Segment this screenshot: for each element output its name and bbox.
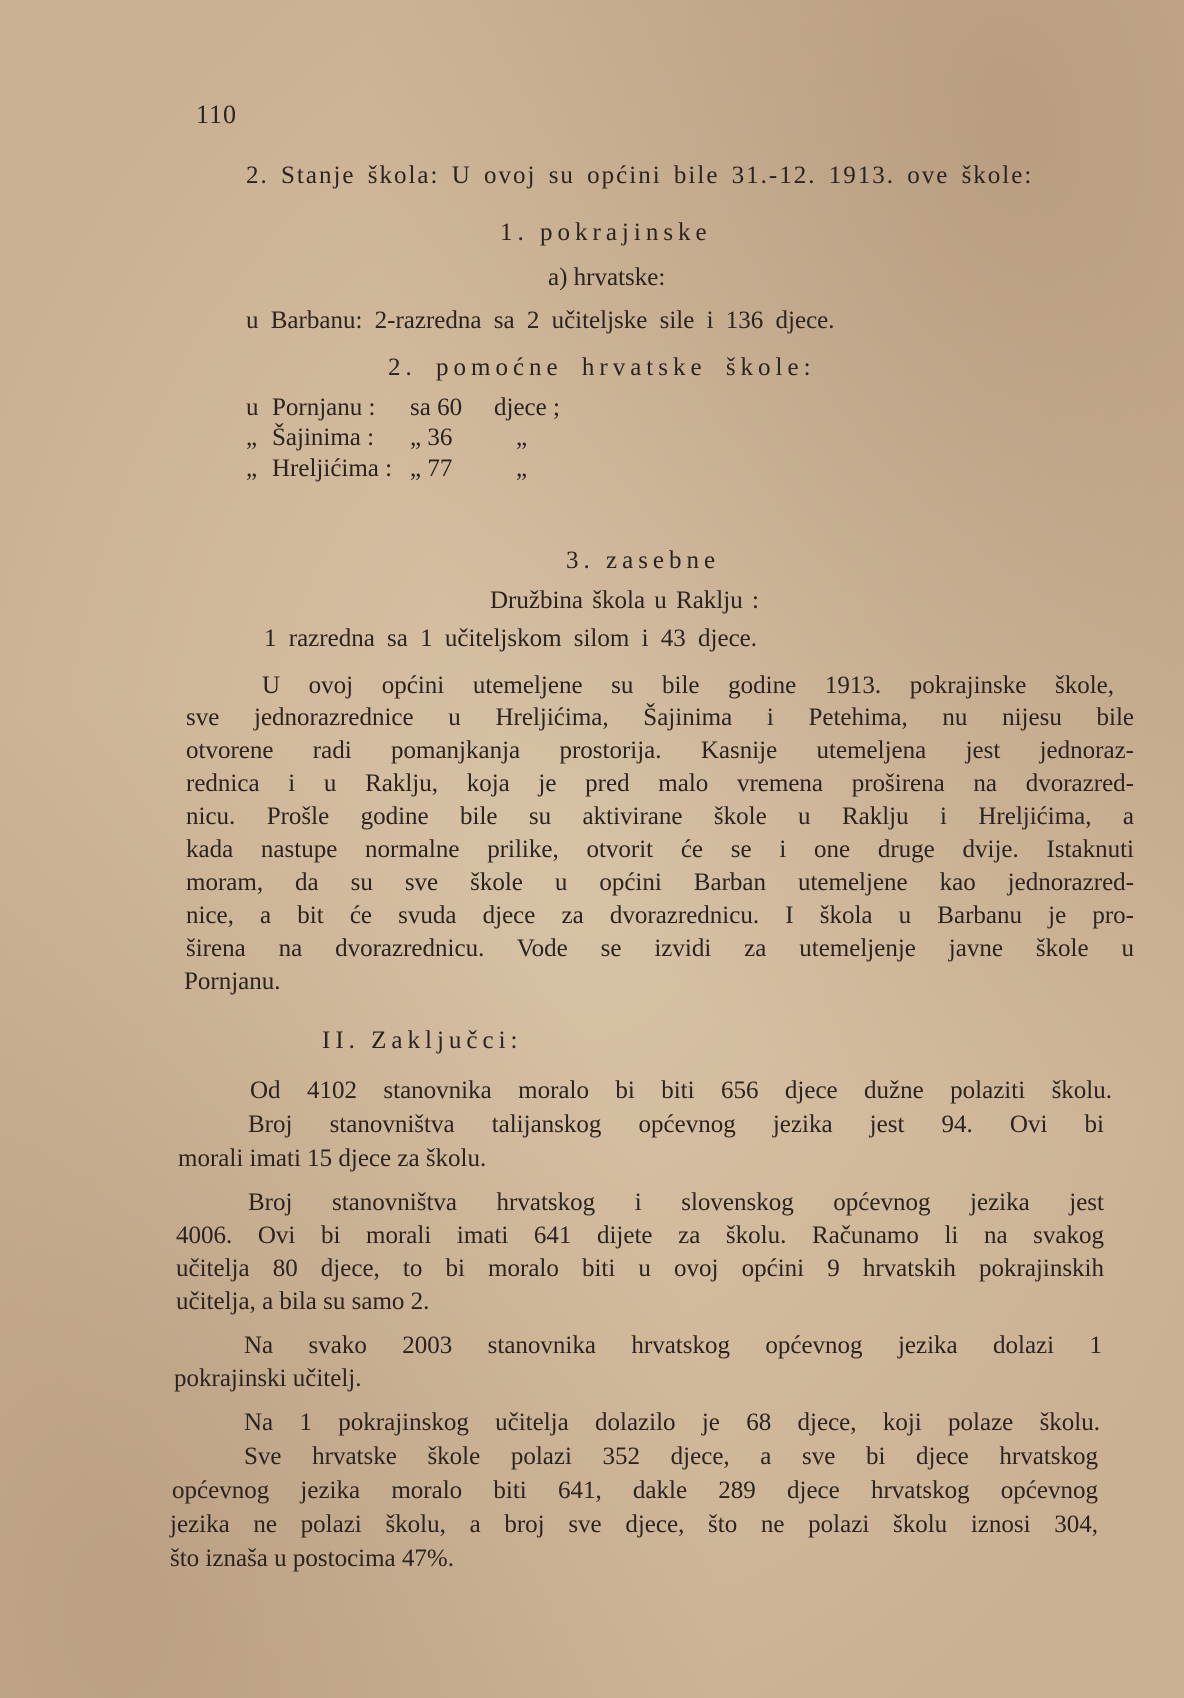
conclusion-line: Na 1 pokrajinskog učitelja dolazilo je 68 djece, koji polaze školu. xyxy=(244,1409,1100,1436)
section1-line: u Barbanu: 2-razredna sa 2 učiteljske sile i 136 djece. xyxy=(246,307,835,334)
page-number: 110 xyxy=(196,100,238,129)
conclusion-line: pokrajinski učitelj. xyxy=(174,1365,362,1392)
paragraph-line: nicu. Prošle godine bile su aktivirane škole u Raklju i Hreljićima, a xyxy=(186,803,1134,830)
paragraph-line: širena na dvorazrednicu. Vode se izvidi za utemeljenje javne škole u xyxy=(186,935,1134,962)
conclusion-line: učitelja, a bila su samo 2. xyxy=(176,1288,430,1315)
paragraph-line: otvorene radi pomanjkanja prostorija. Kasnije utemeljena jest jednoraz- xyxy=(186,737,1134,764)
conclusion-line: Sve hrvatske škole polazi 352 djece, a sve bi djece hrvatskog xyxy=(244,1443,1098,1470)
row-prefix: „ xyxy=(246,455,258,482)
conclusion-line: morali imati 15 djece za školu. xyxy=(178,1145,487,1172)
conclusion-line: što iznaša u postocima 47%. xyxy=(170,1545,454,1572)
conclusions-title: II. Zaključci: xyxy=(322,1027,523,1054)
section3-title: 3. zasebne xyxy=(566,547,721,574)
section-heading: 2. Stanje škola: U ovoj su općini bile 31.-12. 1913. ove škole: xyxy=(246,162,1034,189)
paragraph-line: U ovoj općini utemeljene su bile godine 1913. pokrajinske škole, xyxy=(262,672,1114,699)
section3-subtitle: Družbina škola u Raklju : xyxy=(490,587,759,614)
paragraph-line: rednica i u Raklju, koja je pred malo vremena proširena na dvorazred- xyxy=(186,770,1134,797)
section3-line: 1 razredna sa 1 učiteljskom silom i 43 djece. xyxy=(264,625,758,652)
row-place: Hreljićima : xyxy=(272,455,393,482)
paragraph-line: moram, da su sve škole u općini Barban utemeljene kao jednorazred- xyxy=(186,869,1134,896)
conclusion-line: jezika ne polazi školu, a broj sve djece, što ne polazi školu iznosi 304, xyxy=(170,1511,1098,1538)
section1-title: 1. pokrajinske xyxy=(500,219,712,246)
row-unit: „ xyxy=(516,424,528,451)
conclusion-line: općevnog jezika moralo biti 641, dakle 289 djece hrvatskog općevnog xyxy=(172,1477,1098,1504)
conclusion-line: učitelja 80 djece, to bi moralo biti u ovoj općini 9 hrvatskih pokrajinskih xyxy=(176,1255,1104,1282)
paragraph-line: sve jednorazrednice u Hreljićima, Šajinima i Petehima, nu nijesu bile xyxy=(186,704,1134,731)
row-place: Pornjanu : xyxy=(272,394,376,421)
row-quantity: „ 77 xyxy=(410,455,453,482)
row-prefix: u xyxy=(246,394,259,421)
row-place: Šajinima : xyxy=(272,424,375,451)
paragraph-line: kada nastupe normalne prilike, otvorit će se i one druge dvije. Istaknuti xyxy=(186,836,1134,863)
row-quantity: sa 60 xyxy=(410,394,463,421)
row-quantity: „ 36 xyxy=(410,424,453,451)
paragraph-line: nice, a bit će svuda djece za dvorazrednicu. I škola u Barbanu je pro- xyxy=(186,902,1134,929)
row-unit: „ xyxy=(516,455,528,482)
row-prefix: „ xyxy=(246,424,258,451)
conclusion-line: Od 4102 stanovnika moralo bi biti 656 djece dužne polaziti školu. xyxy=(250,1077,1112,1104)
conclusion-line: Broj stanovništva hrvatskog i slovenskog općevnog jezika jest xyxy=(248,1189,1104,1216)
conclusion-line: Broj stanovništva talijanskog općevnog jezika jest 94. Ovi bi xyxy=(248,1111,1104,1138)
section2-title: 2. pomoćne hrvatske škole: xyxy=(388,354,816,381)
section1-subtitle: a) hrvatske: xyxy=(548,264,666,291)
conclusion-line: 4006. Ovi bi morali imati 641 dijete za školu. Računamo li na svakog xyxy=(176,1222,1104,1249)
conclusion-line: Na svako 2003 stanovnika hrvatskog općevnog jezika dolazi 1 xyxy=(244,1332,1102,1359)
row-unit: djece ; xyxy=(494,394,560,421)
paragraph-line: Pornjanu. xyxy=(184,968,281,995)
